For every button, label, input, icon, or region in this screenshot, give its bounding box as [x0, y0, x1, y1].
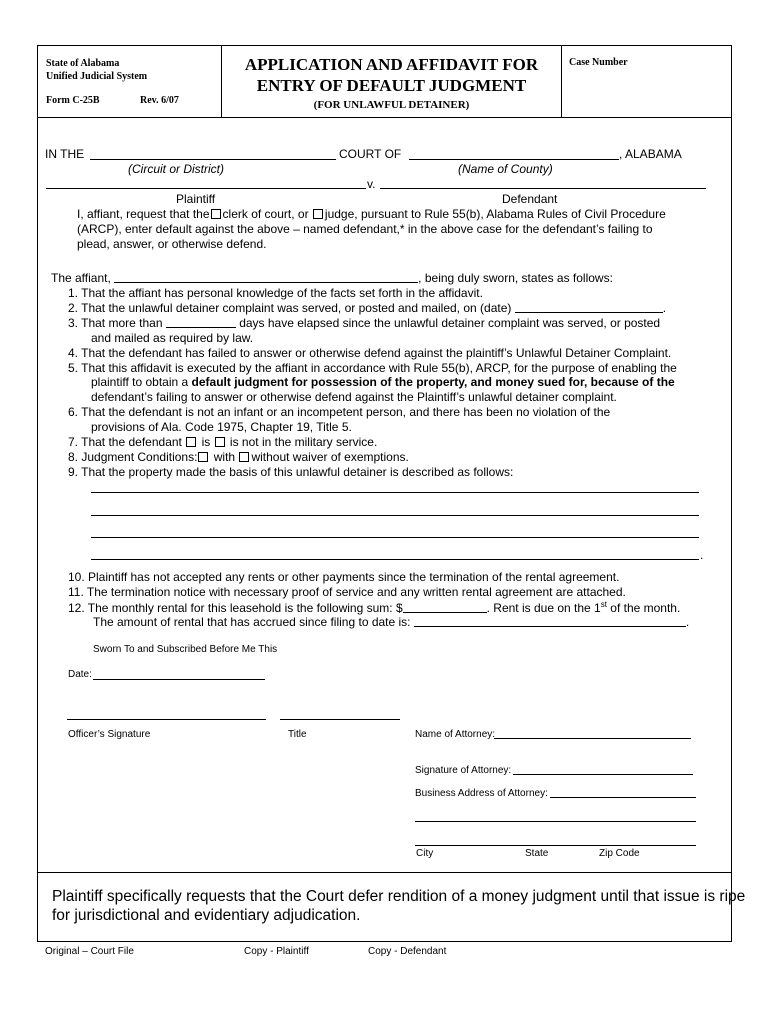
affiant-name-field[interactable] [114, 271, 418, 283]
versus-label: v. [367, 177, 376, 191]
state-label: State of Alabama [46, 58, 120, 69]
without-waiver-checkbox[interactable] [239, 452, 249, 462]
judge-checkbox[interactable] [313, 209, 323, 219]
item-12-superscript: st [600, 600, 607, 609]
affiant-sworn-text: , being duly sworn, states as follows: [418, 271, 613, 285]
county-field[interactable] [409, 159, 619, 160]
sworn-label: Sworn To and Subscribed Before Me This [93, 644, 278, 655]
item-5: 5. That this affidavit is executed by the affiant in accordance with Rule 55(b), ARCP, for the purpose of enabling the [68, 361, 677, 375]
served-date-field[interactable] [515, 301, 663, 313]
business-address-label: Business Address of Attorney: [415, 788, 548, 799]
item-12-text-a: 12. The monthly rental for this leasehold is the following sum: $ [68, 601, 403, 615]
is-not-military-checkbox[interactable] [215, 437, 225, 447]
days-field[interactable] [166, 316, 236, 328]
accrued-rent-line: The amount of rental that has accrued since filing to date is: . [93, 615, 690, 629]
request-line-1 [77, 207, 666, 221]
item-8 [68, 450, 409, 464]
item-6-cont: provisions of Ala. Code 1975, Chapter 19, Title 5. [91, 420, 352, 434]
business-address-field[interactable] [550, 797, 696, 798]
item-5-plain-text: plaintiff to obtain a [91, 375, 192, 389]
form-subtitle: (FOR UNLAWFUL DETAINER) [313, 99, 470, 111]
city-state-zip-field[interactable] [415, 845, 696, 846]
item-8-text-a: 8. Judgment Conditions: [68, 450, 198, 464]
city-label: City [416, 848, 434, 859]
item-12-text-c: of the month. [606, 601, 681, 615]
request-line-3: plead, answer, or otherwise defend. [77, 237, 267, 251]
item-12-text-b: . Rent is due on the 1 [486, 601, 601, 615]
item-1: 1. That the affiant has personal knowledge of the facts set forth in the affidavit. [68, 286, 483, 300]
attorney-name-field[interactable] [494, 738, 691, 739]
item-8-text-b: with [213, 450, 236, 464]
affiant-line [51, 271, 613, 285]
plaintiff-label: Plaintiff [176, 192, 216, 206]
item-3-cont: and mailed as required by law. [91, 331, 254, 345]
item-2: 2. That the unlawful detainer complaint was served, or posted and mailed, on (date) . [68, 301, 667, 315]
revision-date: Rev. 6/07 [140, 95, 179, 106]
plaintiff-name-field[interactable] [46, 188, 366, 189]
item-10: 10. Plaintiff has not accepted any rents or other payments since the termination of the rental agreement. [68, 570, 620, 584]
system-label: Unified Judicial System [46, 71, 148, 82]
request-text-c: judge, pursuant to Rule 55(b), Alabama Rules of Civil Procedure [324, 207, 666, 221]
sworn-date-field[interactable] [93, 679, 265, 680]
case-number-label: Case Number [569, 57, 628, 68]
case-number-field[interactable] [563, 72, 731, 116]
defendant-label: Defendant [502, 192, 558, 206]
is-military-checkbox[interactable] [186, 437, 196, 447]
date-label: Date: [68, 669, 92, 680]
clerk-checkbox[interactable] [211, 209, 221, 219]
item-3-text-a: 3. That more than [68, 316, 163, 330]
zip-code-label: Zip Code [599, 848, 640, 859]
alabama-label: , ALABAMA [619, 147, 682, 161]
item-7-text-c: is not in the military service. [229, 435, 378, 449]
request-box-top-rule [37, 872, 732, 873]
form-number: Form C-25B [46, 95, 100, 106]
attorney-signature-field[interactable] [513, 774, 693, 775]
request-text-b: clerk of court, or [222, 207, 309, 221]
item-7 [68, 435, 377, 449]
item-7-text-b: is [201, 435, 211, 449]
title-label: Title [288, 729, 307, 740]
footer-original: Original – Court File [45, 946, 134, 957]
form-frame [37, 45, 732, 942]
officer-signature-field[interactable] [67, 719, 266, 720]
officer-signature-label: Officer’s Signature [68, 729, 151, 740]
item-12 [68, 600, 680, 615]
property-description-line-4[interactable] [91, 559, 699, 560]
with-waiver-checkbox[interactable] [198, 452, 208, 462]
item-7-text-a: 7. That the defendant [68, 435, 182, 449]
item-5-cont-1 [91, 375, 675, 389]
attorney-signature-label: Signature of Attorney: [415, 765, 512, 776]
monthly-rent-field[interactable] [403, 601, 487, 613]
property-description-line-2[interactable] [91, 515, 699, 516]
officer-title-field[interactable] [280, 719, 400, 720]
property-description-line-3[interactable] [91, 537, 699, 538]
item-4: 4. That the defendant has failed to answer or otherwise defend against the plaintiff’s Unlawful Detainer Complaint. [68, 346, 672, 360]
header-bottom-rule [37, 117, 732, 118]
property-description-period: . [700, 548, 704, 562]
footer-copy-defendant: Copy - Defendant [368, 946, 447, 957]
deferral-request-line-1: Plaintiff specifically requests that the Court defer rendition of a money judgment until that issue is ripe [52, 888, 746, 905]
deferral-request-line-2: for jurisdictional and evidentiary adjudication. [52, 907, 361, 924]
circuit-or-district-hint: (Circuit or District) [128, 162, 224, 176]
affiant-label: The affiant, [51, 271, 111, 285]
form-title-line1: APPLICATION AND AFFIDAVIT FOR [244, 55, 539, 74]
accrued-rent-text: The amount of rental that has accrued since filing to date is: [93, 615, 411, 629]
state-label-address: State [525, 848, 549, 859]
name-of-county-hint: (Name of County) [458, 162, 553, 176]
request-line-2: (ARCP), enter default against the above – named defendant,* in the above case for the defendant’s failing to [77, 222, 653, 236]
item-2-text: 2. That the unlawful detainer complaint was served, or posted and mailed, on (date) [68, 301, 512, 315]
property-description-line-1[interactable] [91, 492, 699, 493]
item-9: 9. That the property made the basis of this unlawful detainer is described as follows: [68, 465, 514, 479]
request-text-a: I, affiant, request that the [77, 207, 210, 221]
attorney-name-label: Name of Attorney: [415, 729, 496, 740]
accrued-rent-field[interactable] [414, 615, 686, 627]
court-of-label: COURT OF [339, 147, 402, 161]
header-divider-right [561, 45, 562, 117]
item-5-bold-text: default judgment for possession of the property, and money sued for, because of the [191, 375, 675, 389]
item-3 [68, 316, 660, 330]
item-8-text-c: without waiver of exemptions. [251, 450, 409, 464]
defendant-name-field[interactable] [380, 188, 706, 189]
court-type-field[interactable] [90, 159, 336, 160]
item-5-cont-2: defendant’s failing to answer or otherwise defend against the Plaintiff’s unlawful detainer complaint. [91, 390, 617, 404]
form-title-line2: ENTRY OF DEFAULT JUDGMENT [256, 76, 527, 95]
item-3-text-b: days have elapsed since the unlawful detainer complaint was served, or posted [239, 316, 661, 330]
item-6: 6. That the defendant is not an infant or an incompetent person, and there has been no violation of the [68, 405, 611, 419]
in-the-label: IN THE [45, 147, 85, 161]
business-address-field-2[interactable] [415, 821, 696, 822]
footer-copy-plaintiff: Copy - Plaintiff [244, 946, 309, 957]
item-11: 11. The termination notice with necessary proof of service and any written rental agreement are attached. [68, 585, 626, 599]
